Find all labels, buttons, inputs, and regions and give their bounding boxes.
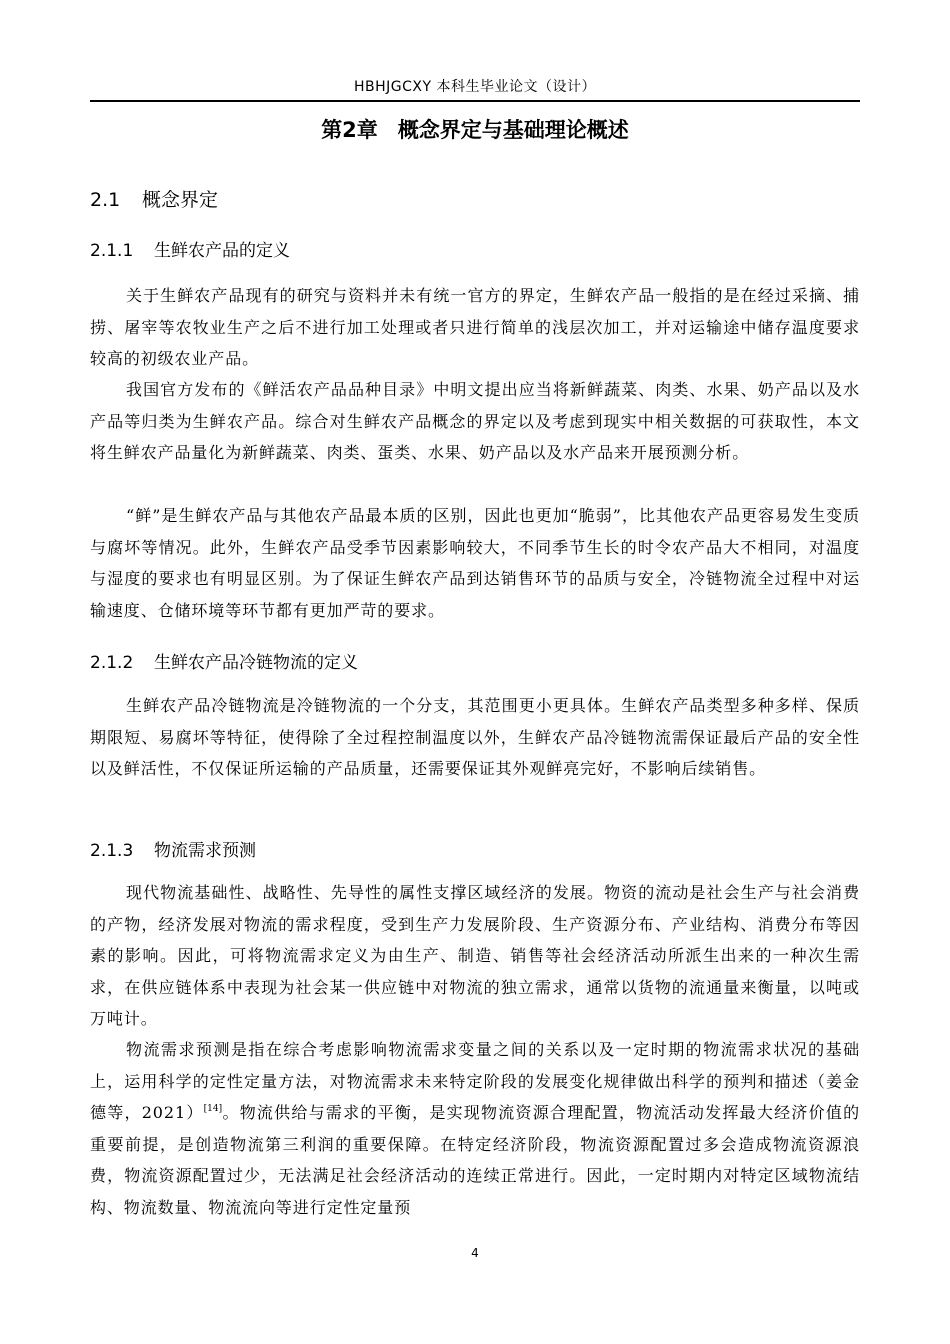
paragraph: 生鲜农产品冷链物流是冷链物流的一个分支，其范围更小更具体。生鲜农产品类型多种多样、保质期限短、易腐坏等特征，使得除了全过程控制温度以外，生鲜农产品冷链物流需保证最后产品的安全性以及鲜活性，不仅保证所运输的产品质量，还需要保证其外观鲜亮完好，不影响后续销售。 <box>90 696 860 778</box>
subsection-heading <box>90 838 256 864</box>
chapter-number: 第2章 <box>321 118 378 142</box>
paragraph: “鲜”是生鲜农产品与其他农产品最本质的区别，因此也更加“脆弱”，比其他农产品更容易发生变质与腐坏等情况。此外，生鲜农产品受季节因素影响较大，不同季节生长的时令农产品大不相同，对温度与湿度的要求也有明显区别。为了保证生鲜农产品到达销售环节的品质与安全，冷链物流全过程中对运输速度、仓储环境等环节都有更加严苛的要求。 <box>90 506 860 620</box>
section-title: 概念界定 <box>142 189 219 211</box>
subsection-number: 2.1.3 <box>90 841 134 861</box>
chapter-title-text: 概念界定与基础理论概述 <box>397 118 629 142</box>
subsection-title: 物流需求预测 <box>154 841 256 861</box>
paragraph: 我国官方发布的《鲜活农产品品种目录》中明文提出应当将新鲜蔬菜、肉类、水果、奶产品以及水产品等归类为生鲜农产品。综合对生鲜农产品概念的界定以及考虑到现实中相关数据的可获取性，本文将生鲜农产品量化为新鲜蔬菜、肉类、蛋类、水果、奶产品以及水产品来开展预测分析。 <box>90 380 860 462</box>
paragraph-text: 物流需求预测是指在综合考虑影响物流需求变量之间的关系以及一定时期的物流需求状况的基础上，运用科学的定性定量方法，对物流需求未来特定阶段的发展变化规律做出科学的预判和描述（姜金德等，2021） <box>90 1040 860 1122</box>
paragraph-text: 。物流供给与需求的平衡，是实现物流资源合理配置，物流活动发挥最大经济价值的重要前提，是创造物流第三利润的重要保障。在特定经济阶段，物流资源配置过多会造成物流资源浪费，物流资源配置过少，无法满足社会经济活动的连续正常进行。因此，一定时期内对特定区域物流结构、物流数量、物流流向等进行定性定量预 <box>90 1103 860 1217</box>
citation-reference: [14] <box>203 1104 223 1114</box>
subsection-number: 2.1.2 <box>90 653 134 673</box>
subsection-heading <box>90 238 290 264</box>
subsection-number: 2.1.1 <box>90 241 134 261</box>
paragraph <box>90 1034 860 1223</box>
subsection-heading <box>90 650 358 676</box>
section-number: 2.1 <box>90 189 121 211</box>
paragraph: 现代物流基础性、战略性、先导性的属性支撑区域经济的发展。物资的流动是社会生产与社会消费的产物，经济发展对物流的需求程度，受到生产力发展阶段、生产资源分布、产业结构、消费分布等因素的影响。因此，可将物流需求定义为由生产、制造、销售等社会经济活动所派生出来的一种次生需求，在供应链体系中表现为社会某一供应链中对物流的独立需求，通常以货物的流通量来衡量，以吨或万吨计。 <box>90 883 860 1028</box>
paragraph: 关于生鲜农产品现有的研究与资料并未有统一官方的界定，生鲜农产品一般指的是在经过采摘、捕捞、屠宰等农牧业生产之后不进行加工处理或者只进行简单的浅层次加工，并对运输途中储存温度要求较高的初级农业产品。 <box>90 286 860 368</box>
running-header: HBHJGCXY 本科生毕业论文（设计） <box>353 79 596 95</box>
section-heading <box>90 186 218 214</box>
chapter-title <box>90 114 860 146</box>
subsection-title: 生鲜农产品冷链物流的定义 <box>154 653 358 673</box>
page-number: 4 <box>471 1246 479 1260</box>
subsection-title: 生鲜农产品的定义 <box>154 241 290 261</box>
header-rule <box>90 100 860 102</box>
